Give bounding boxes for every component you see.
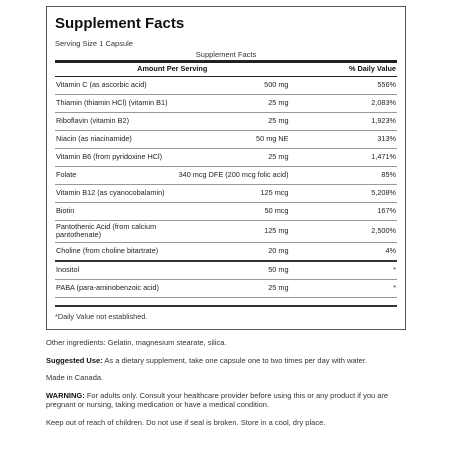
nutrient-name: Thiamin (thiamin HCl) (vitamin B1) — [55, 94, 172, 112]
suggested-use-text: As a dietary supplement, take one capsule one to two times per day with water. — [102, 355, 368, 365]
table-row — [55, 166, 397, 184]
nutrient-dv: 2,083% — [290, 94, 398, 112]
table-row — [55, 76, 397, 94]
nutrient-dv: 1,471% — [290, 148, 398, 166]
table-row — [55, 112, 397, 130]
made-in: Made in Canada. — [46, 373, 104, 382]
nutrient-name: Inositol — [55, 261, 172, 280]
nutrient-amount: 500 mg — [172, 76, 289, 94]
table-row — [55, 184, 397, 202]
table-row — [55, 94, 397, 112]
nutrient-name: Folate — [55, 166, 172, 184]
nutrient-dv: 1,923% — [290, 112, 398, 130]
table-row — [55, 202, 397, 220]
warning-label: WARNING: — [46, 390, 85, 400]
header-amount: Amount Per Serving — [55, 62, 290, 77]
nutrient-name: PABA (para-aminobenzoic acid) — [55, 279, 172, 297]
nutrient-dv: 85% — [290, 166, 398, 184]
nutrient-amount: 25 mg — [172, 148, 289, 166]
nutrient-dv: * — [290, 261, 398, 280]
nutrient-amount: 125 mcg — [172, 184, 289, 202]
nutrient-dv: 556% — [290, 76, 398, 94]
nutrient-name: Vitamin B12 (as cyanocobalamin) — [55, 184, 172, 202]
dv-footnote: *Daily Value not established. — [55, 305, 397, 321]
nutrient-amount: 25 mg — [172, 94, 289, 112]
warning-text: For adults only. Consult your healthcare provider before using this or any product if you are pregnant or nursing, taking medication or have a medical condition. — [46, 390, 389, 409]
suggested-use — [46, 356, 418, 366]
warning — [46, 391, 418, 410]
nutrient-amount: 125 mg — [172, 220, 289, 242]
nutrient-dv: 313% — [290, 130, 398, 148]
storage-note: Keep out of reach of children. Do not use if seal is broken. Store in a cool, dry place. — [46, 417, 326, 427]
nutrient-amount: 25 mg — [172, 112, 289, 130]
nutrient-name: Vitamin C (as ascorbic acid) — [55, 76, 172, 94]
nutrient-name: Riboflavin (vitamin B2) — [55, 112, 172, 130]
panel-title: Supplement Facts — [55, 15, 185, 32]
nutrient-amount: 50 mg NE — [172, 130, 289, 148]
suggested-use-label: Suggested Use: — [46, 355, 103, 365]
table-row — [55, 148, 397, 166]
nutrient-dv: 5,208% — [290, 184, 398, 202]
nutrient-amount: 25 mg — [172, 279, 289, 297]
header-dv: % Daily Value — [290, 62, 398, 77]
supplement-facts-panel — [46, 6, 406, 330]
nutrient-amount: 20 mg — [172, 242, 289, 261]
nutrient-dv: * — [290, 279, 398, 297]
table-header-row — [55, 62, 397, 77]
nutrient-name: Pantothenic Acid (from calcium pantothenate) — [55, 220, 172, 242]
table-row — [55, 130, 397, 148]
nutrient-dv: 4% — [290, 242, 398, 261]
table-row — [55, 242, 397, 261]
label-text-block — [46, 338, 418, 435]
table-row — [55, 261, 397, 280]
table-row — [55, 220, 397, 242]
nutrient-name: Vitamin B6 (from pyridoxine HCl) — [55, 148, 172, 166]
nutrient-name: Biotin — [55, 202, 172, 220]
nutrient-dv: 167% — [290, 202, 398, 220]
table-row — [55, 279, 397, 297]
table-caption: Supplement Facts — [195, 50, 257, 59]
serving-size: Serving Size 1 Capsule — [55, 39, 133, 48]
other-ingredients: Other ingredients: Gelatin, magnesium stearate, silica. — [46, 338, 227, 347]
nutrient-table — [55, 60, 397, 298]
nutrient-amount: 50 mg — [172, 261, 289, 280]
nutrient-amount: 340 mcg DFE (200 mcg folic acid) — [172, 166, 289, 184]
nutrient-name: Niacin (as niacinamide) — [55, 130, 172, 148]
nutrient-name: Choline (from choline bitartrate) — [55, 242, 172, 261]
nutrient-dv: 2,500% — [290, 220, 398, 242]
nutrient-amount: 50 mcg — [172, 202, 289, 220]
